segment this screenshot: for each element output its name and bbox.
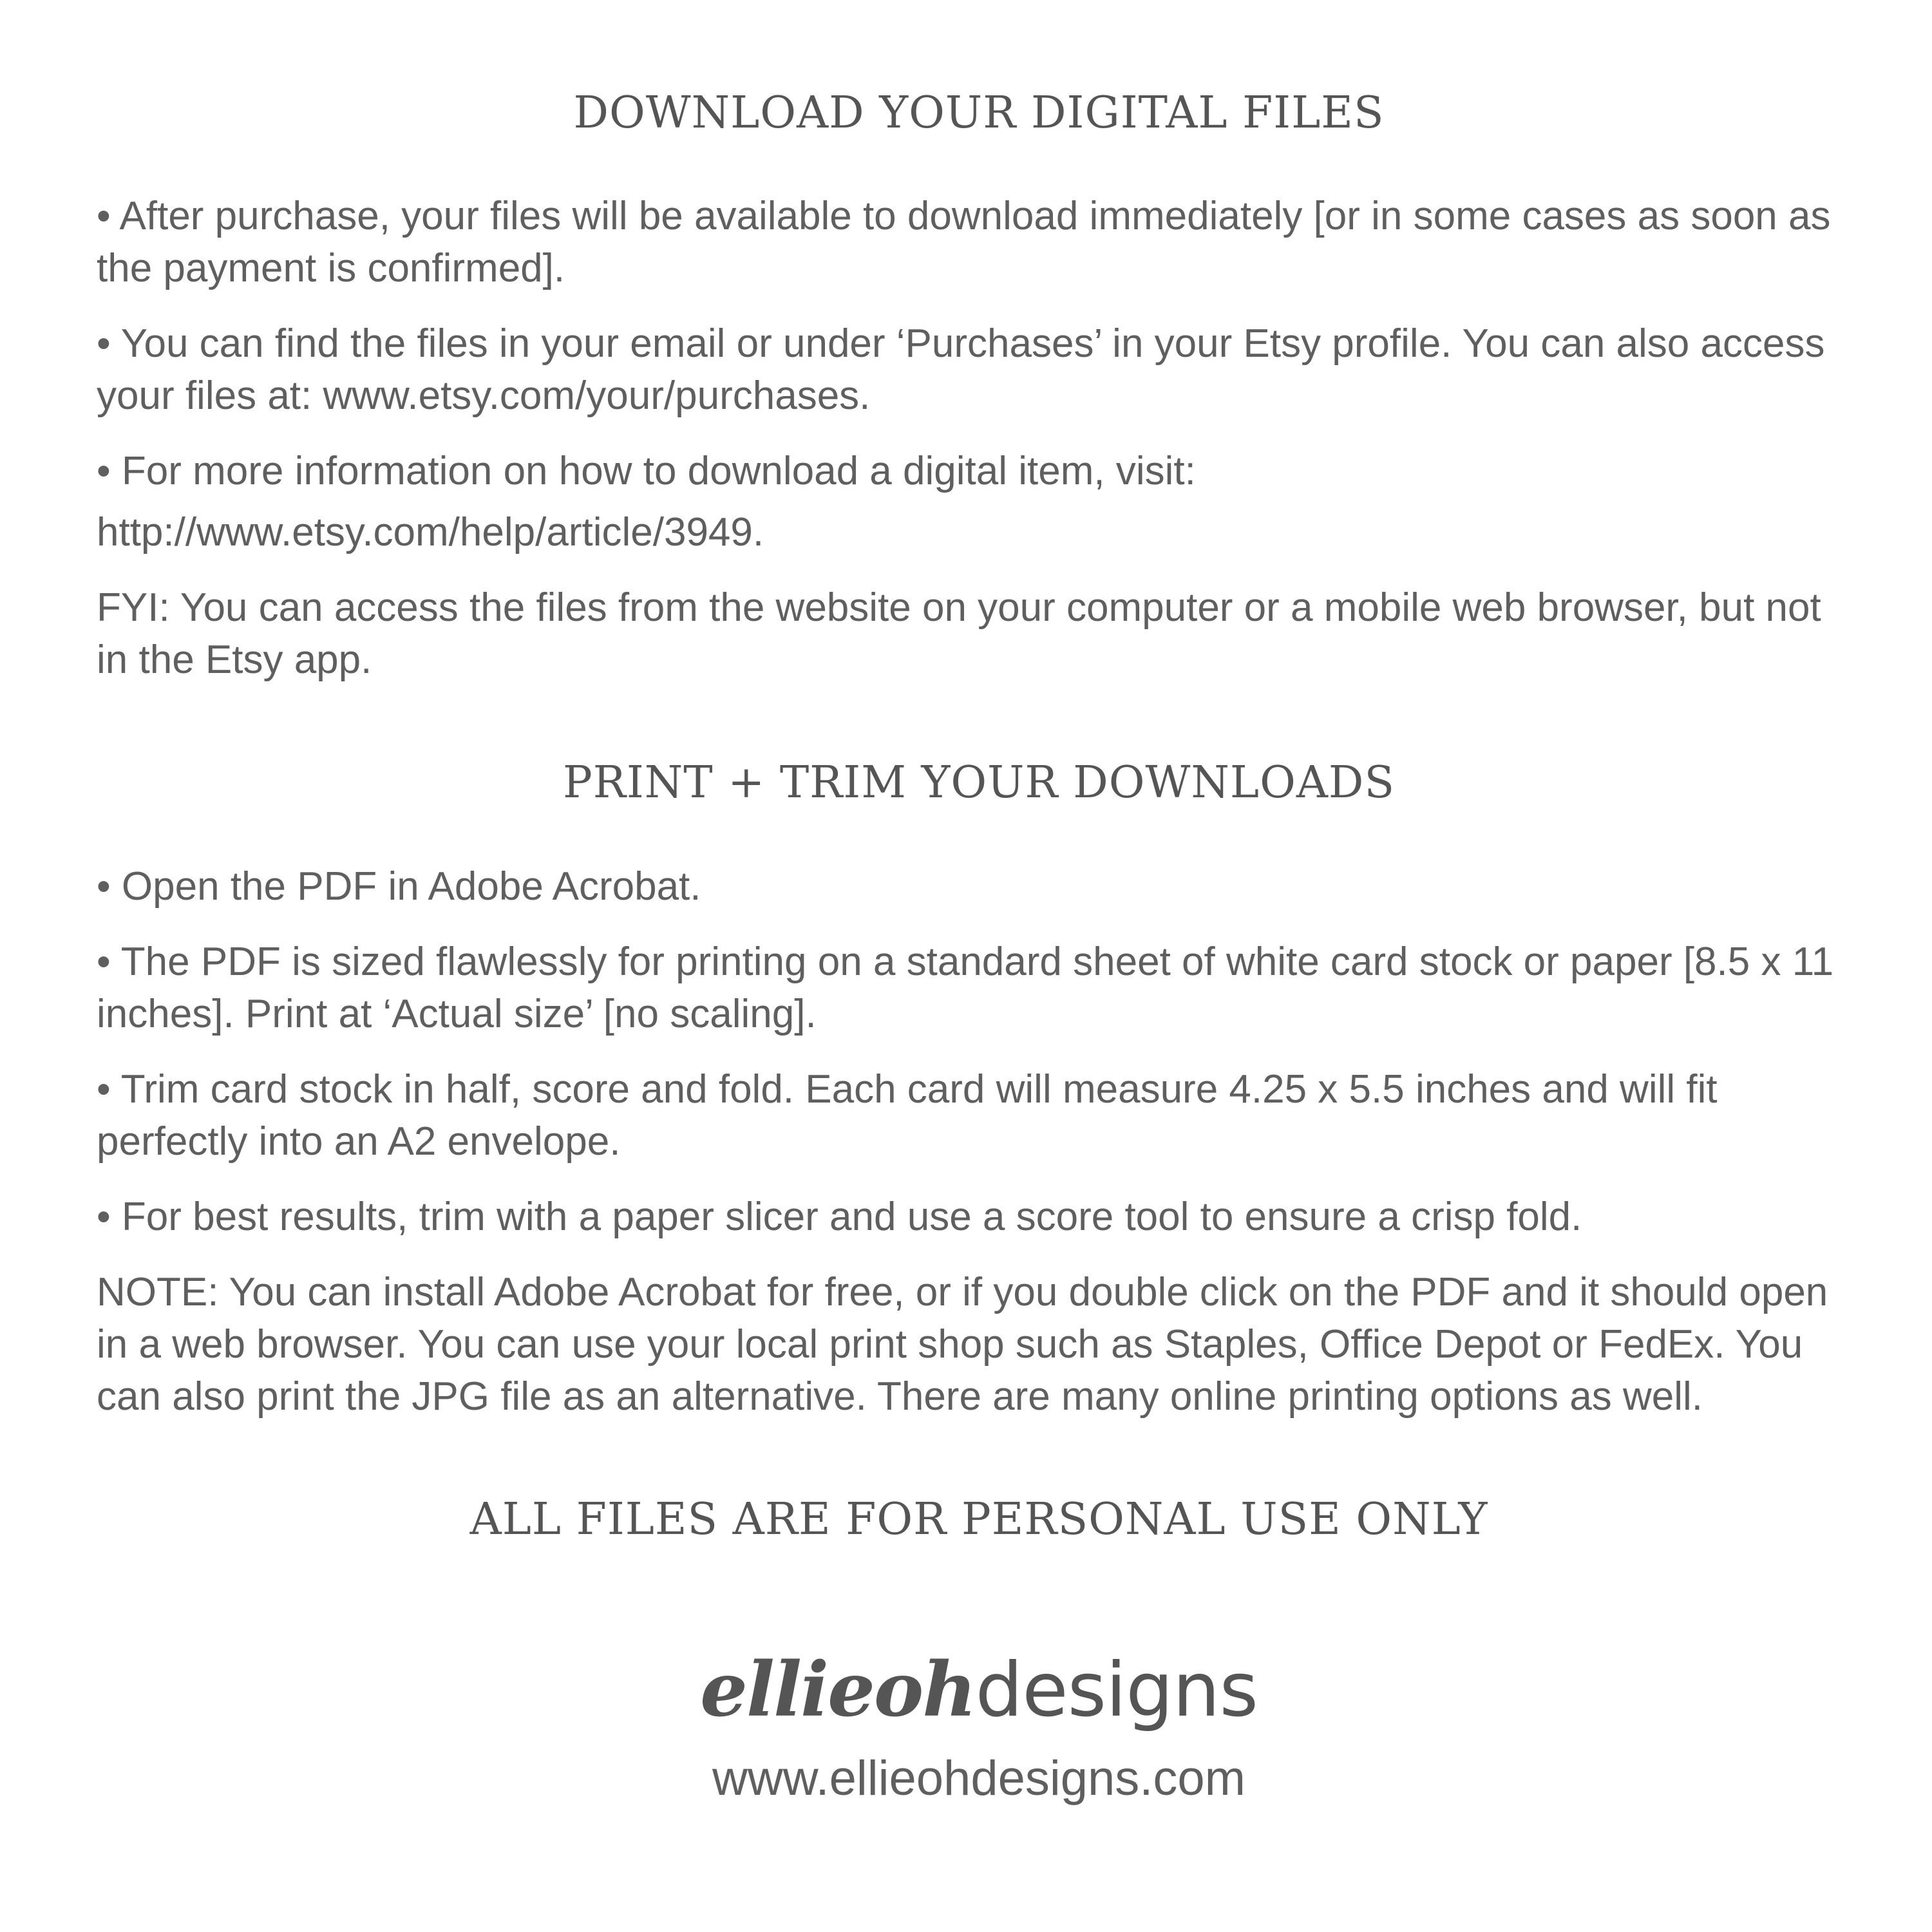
instruction-sheet (97, 0, 1861, 1932)
print-section (97, 860, 1861, 1423)
brand-website: www.ellieohdesigns.com (712, 1751, 1245, 1806)
brand-logo (97, 1645, 1861, 1734)
download-item-more-info: • For more information on how to download a digital item, visit: (97, 448, 1196, 493)
download-section (97, 190, 1861, 686)
brand-logo-script: ellieoh (700, 1645, 976, 1734)
print-item-best-results: • For best results, trim with a paper slicer and use a score tool to ensure a crisp fold. (97, 1195, 1582, 1240)
download-fyi: FYI: You can access the files from the website on your computer or a mobile web browser, but not in the Etsy app. (97, 585, 1821, 682)
download-item-after-purchase: • After purchase, your files will be available to download immediately [or in some cases as soon as the payment is confirmed]. (97, 193, 1831, 290)
print-heading: PRINT + TRIM YOUR DOWNLOADS (562, 757, 1396, 808)
download-heading: DOWNLOAD YOUR DIGITAL FILES (573, 88, 1385, 138)
print-item-sizing: • The PDF is sized flawlessly for printing on a standard sheet of white card stock or paper [8.5 x 11 inches]. Print at ‘Actual size’ [no scaling]. (97, 940, 1834, 1037)
print-note: NOTE: You can install Adobe Acrobat for free, or if you double click on the PDF and it should open in a web browser. You can use your local print shop such as Staples, Office Depot or FedEx. You can also print the JPG file as an alternative. There are many online printing options as well. (97, 1270, 1828, 1419)
print-item-open-pdf: • Open the PDF in Adobe Acrobat. (97, 864, 701, 909)
print-item-trim: • Trim card stock in half, score and fold. Each card will measure 4.25 x 5.5 inches and will fit perfectly into an A2 envelope. (97, 1067, 1718, 1164)
brand-logo-plain: designs (975, 1646, 1258, 1734)
download-help-url: http://www.etsy.com/help/article/3949. (97, 509, 764, 554)
download-item-find-files: • You can find the files in your email or under ‘Purchases’ in your Etsy profile. You can also access your files at: www.etsy.com/your/purchases. (97, 321, 1825, 418)
personal-use-notice: ALL FILES ARE FOR PERSONAL USE ONLY (469, 1494, 1488, 1546)
